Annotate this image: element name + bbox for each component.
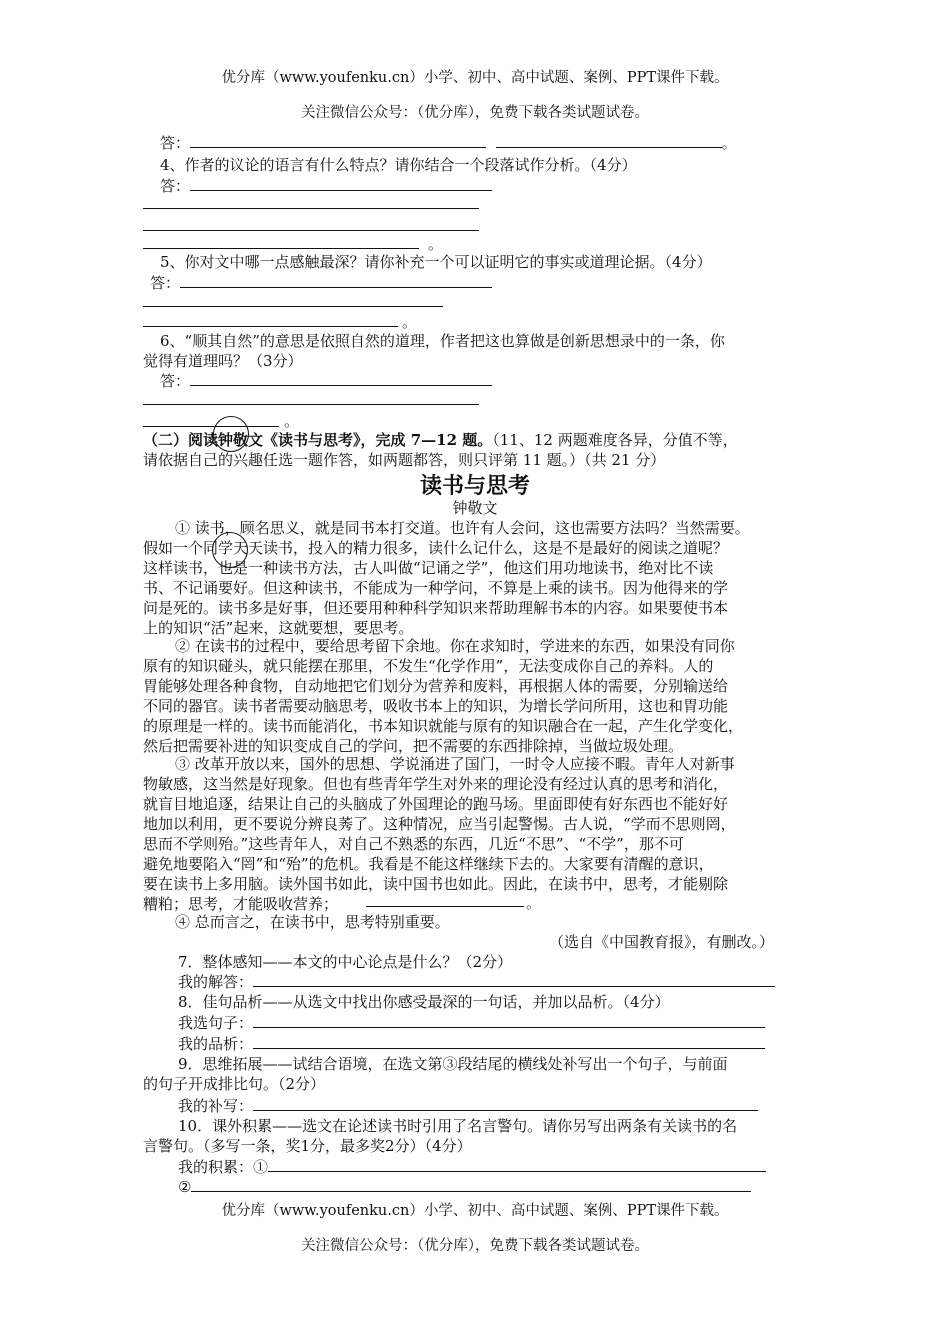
paragraph-line: ① 读书，顾名思义，就是同书本打交道。也许有人会问，这也需要方法吗？当然需要。 [175, 519, 750, 537]
answer-blank[interactable] [496, 133, 722, 148]
answer-rule[interactable] [143, 208, 479, 209]
paragraph-line: 然后把需要补进的知识变成自己的学问，把不需要的东西排除掉，当做垃圾处理。 [143, 737, 684, 755]
answer-label: 我的解答： [178, 973, 254, 991]
period: 。 [721, 134, 737, 152]
period: 。 [428, 235, 444, 253]
answer-rule[interactable] [143, 306, 443, 307]
answer-line-q8-sentence[interactable] [178, 1013, 765, 1033]
question-9-line-2: 的句子开成排比句。（2分） [143, 1075, 326, 1093]
answer-label: 答： [160, 372, 191, 390]
article-author: 钟敬文 [452, 499, 498, 517]
answer-line-q6[interactable] [160, 371, 492, 391]
answer-blank[interactable] [190, 371, 492, 386]
period: 。 [402, 313, 418, 331]
paragraph-line: 上的知识“活”起来，这就要想，要思考。 [143, 619, 414, 637]
answer-label: ② [178, 1178, 192, 1196]
paragraph-line: 书、不记诵要好。但这种读书，不能成为一种学问，不算是上乘的读书。因为他得来的学 [143, 579, 729, 597]
answer-label: 答： [150, 274, 181, 292]
question-9-line-1: 9．思维拓展——试结合语境，在选文第③段结尾的横线处补写出一个句子，与前面 [178, 1055, 728, 1073]
paragraph-line: ② 在读书的过程中，要给思考留下余地。你在求知时，学进来的东西，如果没有同你 [175, 637, 735, 655]
paragraph-line: 要在读书上多用脑。读外国书如此，读中国书也如此。因此，在读书中，思考，才能剔除 [143, 875, 729, 893]
article-title: 读书与思考 [419, 474, 530, 499]
question-5: 5、你对文中哪一点感触最深？请你补充一个可以证明它的事实或道理论据。（4分） [160, 253, 712, 271]
paragraph-line: 物敏感，这当然是好现象。但也有些青年学生对外来的理论没有经过认真的思考和消化， [143, 775, 729, 793]
paragraph-line: 不同的器官。读书者需要动脑思考，吸收书本上的知识，为增长学问所用，这也和胃功能 [143, 697, 729, 715]
answer-blank[interactable] [191, 1177, 751, 1192]
question-7: 7．整体感知——本文的中心论点是什么？（2分） [178, 953, 513, 971]
answer-line-q10-1[interactable] [178, 1157, 766, 1177]
paragraph-line: 假如一个同学天天读书，投入的精力很多，读什么记什么，这是不是最好的阅读之道呢？ [143, 539, 729, 557]
answer-line-q5[interactable] [150, 273, 492, 293]
answer-blank[interactable] [190, 176, 492, 191]
answer-line-q10-2[interactable] [178, 1177, 751, 1197]
paragraph-line: 原有的知识碰头，就只能摆在那里，不发生“化学作用”，无法变成你自己的养料。人的 [143, 657, 714, 675]
paragraph-line: 胃能够处理各种食物，自动地把它们划分为营养和废料，再根据人体的需要，分别输送给 [143, 677, 729, 695]
answer-rule[interactable] [143, 248, 419, 249]
answer-label: 答： [160, 177, 191, 195]
period: 。 [284, 412, 300, 430]
annotation-circle [213, 416, 249, 452]
question-6-line-2: 觉得有道理吗？（3分） [143, 352, 303, 370]
answer-rule[interactable] [143, 404, 479, 405]
paragraph-line: 地加以利用，更不要说分辨良莠了。这种情况，应当引起警惕。古人说，“学而不思则罔， [143, 815, 736, 833]
page-footer-line-2: 关注微信公众号：（优分库），免费下载各类试题试卷。 [301, 1238, 649, 1254]
paragraph-line: 就盲目地追逐，结果让自己的头脑成了外国理论的跑马场。里面即使有好东西也不能好好 [143, 795, 729, 813]
section-2-heading-line-2: 请依据自己的兴趣任选一题作答，如两题都答，则只评第 11 题。）（共 21 分） [143, 451, 666, 469]
answer-rule[interactable] [143, 326, 398, 327]
answer-blank[interactable] [180, 273, 492, 288]
section-2-heading-rest: （11、12 两题难度各异，分值不等， [492, 431, 738, 449]
question-4: 4、作者的议论的语言有什么特点？请你结合一个段落试作分析。（4分） [160, 156, 637, 174]
annotation-circle [212, 532, 248, 568]
answer-blank[interactable] [253, 1096, 758, 1111]
answer-rule[interactable] [143, 426, 279, 427]
paragraph-line: 糟粕；思考，才能吸收营养； [143, 895, 339, 913]
answer-blank[interactable] [190, 133, 486, 148]
paragraph-line: 避免地要陷入“罔”和“殆”的危机。我看是不能这样继续下去的。大家要有清醒的意识， [143, 855, 714, 873]
answer-rule[interactable] [143, 230, 479, 231]
answer-line-q8-analysis[interactable] [178, 1034, 765, 1054]
paragraph-4: ④ 总而言之，在读书中，思考特别重要。 [175, 913, 450, 931]
page-footer-line-1: 优分库（www.youfenku.cn）小学、初中、高中试题、案例、PPT课件下载。 [221, 1203, 729, 1219]
answer-line-q7[interactable] [178, 972, 775, 992]
question-8: 8．佳句品析——从选文中找出你感受最深的一句话，并加以品析。（4分） [178, 993, 670, 1011]
answer-label: 答： [160, 134, 191, 152]
page-header-line-1: 优分库（www.youfenku.cn）小学、初中、高中试题、案例、PPT课件下载。 [221, 70, 729, 86]
answer-label: 我的品析： [178, 1035, 254, 1053]
page-header-line-2: 关注微信公众号：（优分库），免费下载各类试题试卷。 [301, 105, 649, 121]
answer-blank[interactable] [253, 1013, 765, 1028]
answer-blank[interactable] [253, 972, 775, 987]
period: 。 [526, 894, 542, 912]
question-10-line-2: 言警句。（多写一条，奖1分，最多奖2分）（4分） [143, 1137, 472, 1155]
paragraph-line: 这样读书，也是一种读书方法，古人叫做“记诵之学”，他这们用功地读书，绝对比不读 [143, 559, 714, 577]
section-2-heading-bold: （二）阅读钟敬文《读书与思考》，完成 7—12 题。 [143, 431, 493, 449]
answer-label: 我的积累：① [178, 1158, 269, 1176]
answer-blank[interactable] [268, 1157, 766, 1172]
paragraph-line: 问是死的。读书多是好事，但还要用种种科学知识来帮助理解书本的内容。如果要使书本 [143, 599, 729, 617]
answer-line-q3[interactable] [160, 133, 737, 153]
answer-blank[interactable] [253, 1034, 765, 1049]
article-source: （选自《中国教育报》，有删改。） [549, 933, 775, 951]
paragraph-line: ③ 改革开放以来，国外的思想、学说涌进了国门，一时令人应接不暇。青年人对新事 [175, 755, 735, 773]
question-6-line-1: 6、“顺其自然”的意思是依照自然的道理，作者把这也算做是创新思想录中的一条，你 [160, 332, 725, 350]
answer-line-q4[interactable] [160, 176, 492, 196]
fill-in-blank[interactable] [366, 906, 524, 907]
answer-line-q9[interactable] [178, 1096, 758, 1116]
answer-label: 我选句子： [178, 1014, 254, 1032]
question-10-line-1: 10．课外积累——选文在论述读书时引用了名言警句。请你另写出两条有关读书的名 [178, 1117, 738, 1135]
paragraph-line: 思而不学则殆。”这些青年人，对自己不熟悉的东西，几近“不思”、“不学”，那不可 [143, 835, 684, 853]
answer-label: 我的补写： [178, 1097, 254, 1115]
paragraph-line: 的原理是一样的。读书而能消化，书本知识就能与原有的知识融合在一起，产生化学变化， [143, 717, 744, 735]
